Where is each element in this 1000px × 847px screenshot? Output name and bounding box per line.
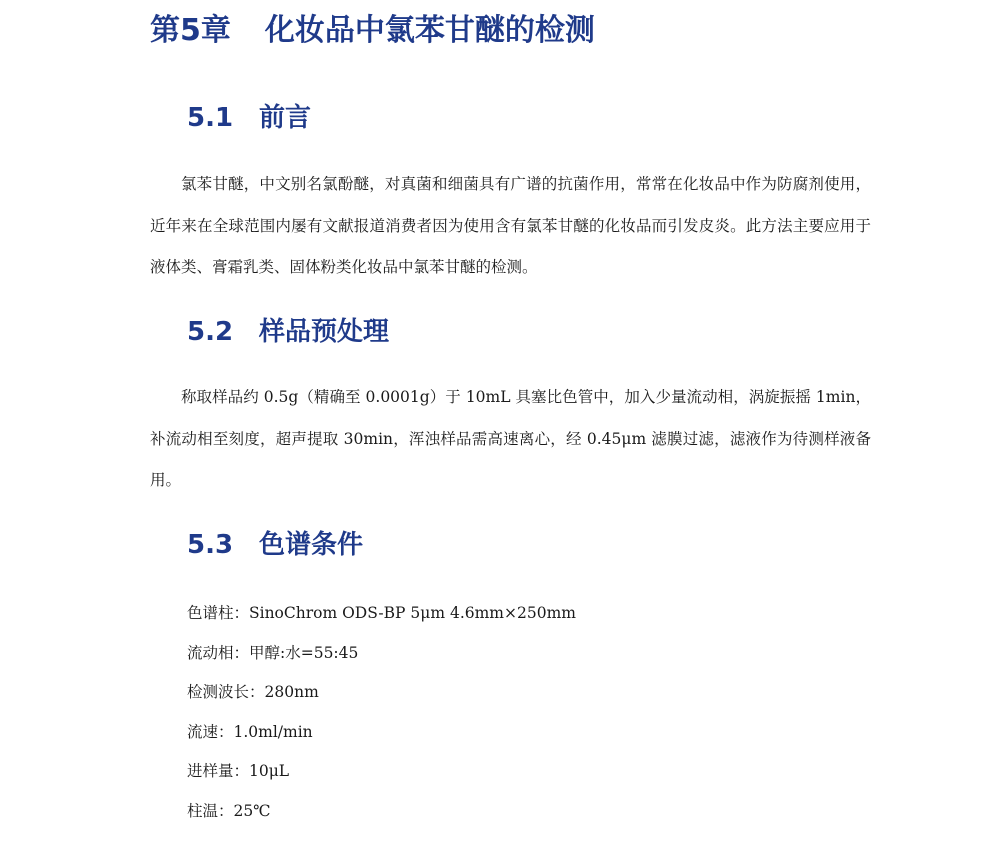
section-title: 样品预处理	[259, 317, 390, 347]
section-number: 5.1	[187, 103, 234, 133]
condition-injection-volume: 进样量：10μL	[187, 762, 290, 780]
section-heading-5-2	[187, 312, 389, 352]
condition-column: 色谱柱：SinoChrom ODS-BP 5μm 4.6mm×250mm	[187, 604, 576, 622]
section-number: 5.2	[187, 317, 234, 347]
section-heading-5-3	[187, 525, 363, 565]
section-title: 前言	[259, 103, 312, 133]
section-5-2-paragraph: 称取样品约 0.5g（精确至 0.0001g）于 10mL 具塞比色管中，加入少量流动相，涡旋振摇 1min，补流动相至刻度，超声提取 30min，浑浊样品需高速离心，经 0.45μm 滤膜过滤，滤液作为待测样液备用。	[150, 388, 871, 489]
chapter-number: 第5章	[150, 13, 231, 48]
section-heading-5-1	[187, 98, 311, 138]
chapter-title	[150, 8, 595, 54]
condition-column-temperature: 柱温：25℃	[187, 802, 271, 820]
condition-flow-rate: 流速：1.0ml/min	[187, 723, 313, 741]
section-title: 色谱条件	[259, 530, 364, 560]
chapter-title-text: 化妆品中氯苯甘醚的检测	[264, 13, 595, 48]
section-number: 5.3	[187, 530, 234, 560]
section-5-1-paragraph: 氯苯甘醚，中文别名氯酚醚，对真菌和细菌具有广谱的抗菌作用，常常在化妆品中作为防腐剂使用，近年来在全球范围内屡有文献报道消费者因为使用含有氯苯甘醚的化妆品而引发皮炎。此方法主要应用于液体类、膏霜乳类、固体粉类化妆品中氯苯甘醚的检测。	[150, 175, 871, 276]
condition-wavelength: 检测波长：280nm	[187, 683, 319, 701]
condition-mobile-phase: 流动相：甲醇:水=55:45	[187, 644, 359, 662]
